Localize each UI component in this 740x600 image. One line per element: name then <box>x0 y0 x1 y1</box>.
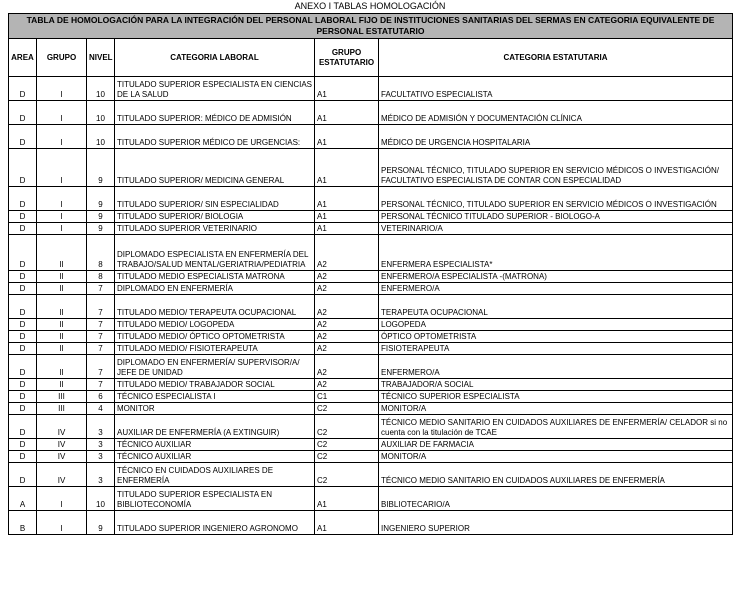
cell-nivel: 7 <box>87 343 115 355</box>
table-row <box>9 101 733 125</box>
cell-estatutaria: TERAPEUTA OCUPACIONAL <box>379 295 733 319</box>
cell-grupo: I <box>37 511 87 535</box>
cell-estatutaria: ÓPTICO OPTOMETRISTA <box>379 331 733 343</box>
table-row <box>9 379 733 391</box>
table-row <box>9 77 733 101</box>
cell-laboral: AUXILIAR DE ENFERMERÍA (A EXTINGUIR) <box>115 415 315 439</box>
cell-area: D <box>9 211 37 223</box>
cell-nivel: 3 <box>87 463 115 487</box>
cell-estatutaria: FACULTATIVO ESPECIALISTA <box>379 77 733 101</box>
column-header: CATEGORIA LABORAL <box>115 39 315 77</box>
cell-nivel: 9 <box>87 211 115 223</box>
cell-nivel: 9 <box>87 511 115 535</box>
cell-nivel: 10 <box>87 125 115 149</box>
cell-nivel: 6 <box>87 391 115 403</box>
cell-estatutaria: LOGOPEDA <box>379 319 733 331</box>
cell-grupo: I <box>37 187 87 211</box>
document-title: ANEXO I TABLAS HOMOLOGACIÓN <box>294 1 446 11</box>
cell-area: D <box>9 379 37 391</box>
cell-area: D <box>9 355 37 379</box>
column-header: AREA <box>9 39 37 77</box>
table-row <box>9 271 733 283</box>
table-row <box>9 343 733 355</box>
cell-grupo: II <box>37 295 87 319</box>
cell-gest: C2 <box>315 463 379 487</box>
cell-grupo: I <box>37 101 87 125</box>
cell-area: D <box>9 451 37 463</box>
cell-grupo: II <box>37 319 87 331</box>
cell-grupo: I <box>37 77 87 101</box>
cell-nivel: 10 <box>87 487 115 511</box>
cell-area: D <box>9 319 37 331</box>
cell-estatutaria: MONITOR/A <box>379 451 733 463</box>
table-row <box>9 149 733 187</box>
cell-estatutaria: MÉDICO DE ADMISIÓN Y DOCUMENTACIÓN CLÍNICA <box>379 101 733 125</box>
cell-area: A <box>9 487 37 511</box>
cell-estatutaria: PERSONAL TÉCNICO, TITULADO SUPERIOR EN SERVICIO MÉDICOS O INVESTIGACIÓN/ FACULTATIVO ESPECIALISTA DE CONTAR CON ESPECIALIDAD <box>379 149 733 187</box>
cell-grupo: II <box>37 343 87 355</box>
cell-gest: A2 <box>315 331 379 343</box>
column-header: CATEGORIA ESTATUTARIA <box>379 39 733 77</box>
cell-nivel: 7 <box>87 379 115 391</box>
cell-laboral: TITULADO MEDIO/ LOGOPEDA <box>115 319 315 331</box>
cell-area: D <box>9 271 37 283</box>
cell-gest: A1 <box>315 77 379 101</box>
cell-nivel: 7 <box>87 319 115 331</box>
cell-laboral: TITULADO SUPERIOR ESPECIALISTA EN BIBLIOTECONOMÍA <box>115 487 315 511</box>
table-row <box>9 487 733 511</box>
cell-gest: A1 <box>315 223 379 235</box>
cell-laboral: TITULADO MEDIO/ FISIOTERAPEUTA <box>115 343 315 355</box>
cell-estatutaria: AUXILIAR DE FARMACIA <box>379 439 733 451</box>
cell-area: D <box>9 283 37 295</box>
cell-estatutaria: TÉCNICO MEDIO SANITARIO EN CUIDADOS AUXILIARES DE ENFERMERÍA/ CELADOR si no cuenta con la titulación de TCAE <box>379 415 733 439</box>
cell-grupo: III <box>37 403 87 415</box>
cell-area: D <box>9 439 37 451</box>
cell-gest: A1 <box>315 511 379 535</box>
cell-area: D <box>9 101 37 125</box>
cell-grupo: II <box>37 283 87 295</box>
cell-area: D <box>9 391 37 403</box>
cell-estatutaria: TÉCNICO MEDIO SANITARIO EN CUIDADOS AUXILIARES DE ENFERMERÍA <box>379 463 733 487</box>
cell-grupo: IV <box>37 463 87 487</box>
cell-area: D <box>9 331 37 343</box>
cell-gest: A2 <box>315 355 379 379</box>
cell-laboral: TITULADO SUPERIOR: MÉDICO DE ADMISIÓN <box>115 101 315 125</box>
cell-laboral: TITULADO SUPERIOR ESPECIALISTA EN CIENCIAS DE LA SALUD <box>115 77 315 101</box>
cell-laboral: DIPLOMADO EN ENFERMERÍA <box>115 283 315 295</box>
table-row <box>9 295 733 319</box>
table-row <box>9 415 733 439</box>
homologation-table <box>8 13 733 535</box>
cell-area: B <box>9 511 37 535</box>
cell-estatutaria: VETERINARIO/A <box>379 223 733 235</box>
cell-gest: A2 <box>315 319 379 331</box>
cell-grupo: I <box>37 211 87 223</box>
cell-estatutaria: ENFERMERO/A <box>379 283 733 295</box>
cell-estatutaria: MÉDICO DE URGENCIA HOSPITALARIA <box>379 125 733 149</box>
cell-grupo: IV <box>37 415 87 439</box>
cell-laboral: DIPLOMADO ESPECIALISTA EN ENFERMERÍA DEL TRABAJO/SALUD MENTAL/GERIATRIA/PEDIATRIA <box>115 235 315 271</box>
cell-nivel: 10 <box>87 101 115 125</box>
column-header: GRUPO <box>37 39 87 77</box>
cell-laboral: TITULADO SUPERIOR/ BIOLOGIA <box>115 211 315 223</box>
table-row <box>9 235 733 271</box>
cell-area: D <box>9 223 37 235</box>
cell-nivel: 7 <box>87 355 115 379</box>
cell-grupo: II <box>37 331 87 343</box>
column-header: GRUPO ESTATUTARIO <box>315 39 379 77</box>
cell-area: D <box>9 295 37 319</box>
cell-estatutaria: PERSONAL TÉCNICO, TITULADO SUPERIOR EN SERVICIO MÉDICOS O INVESTIGACIÓN <box>379 187 733 211</box>
cell-nivel: 8 <box>87 235 115 271</box>
cell-nivel: 8 <box>87 271 115 283</box>
cell-estatutaria: FISIOTERAPEUTA <box>379 343 733 355</box>
table-row <box>9 331 733 343</box>
cell-laboral: TITULADO SUPERIOR MÉDICO DE URGENCIAS: <box>115 125 315 149</box>
cell-nivel: 3 <box>87 439 115 451</box>
cell-nivel: 10 <box>87 77 115 101</box>
cell-gest: A2 <box>315 235 379 271</box>
table-row <box>9 511 733 535</box>
cell-gest: A1 <box>315 487 379 511</box>
cell-grupo: IV <box>37 439 87 451</box>
cell-gest: C1 <box>315 391 379 403</box>
cell-grupo: I <box>37 487 87 511</box>
table-row <box>9 187 733 211</box>
cell-laboral: DIPLOMADO EN ENFERMERÍA/ SUPERVISOR/A/ JEFE DE UNIDAD <box>115 355 315 379</box>
cell-laboral: TITULADO SUPERIOR/ MEDICINA GENERAL <box>115 149 315 187</box>
cell-laboral: TÉCNICO EN CUIDADOS AUXILIARES DE ENFERMERÍA <box>115 463 315 487</box>
table-row <box>9 319 733 331</box>
cell-gest: A2 <box>315 295 379 319</box>
cell-grupo: IV <box>37 451 87 463</box>
table-row <box>9 439 733 451</box>
cell-grupo: II <box>37 271 87 283</box>
column-header: NIVEL <box>87 39 115 77</box>
table-row <box>9 211 733 223</box>
cell-grupo: II <box>37 379 87 391</box>
cell-gest: A2 <box>315 283 379 295</box>
cell-area: D <box>9 235 37 271</box>
cell-laboral: TÉCNICO AUXILIAR <box>115 451 315 463</box>
cell-area: D <box>9 149 37 187</box>
cell-gest: A2 <box>315 379 379 391</box>
cell-area: D <box>9 463 37 487</box>
cell-grupo: I <box>37 125 87 149</box>
cell-area: D <box>9 343 37 355</box>
cell-area: D <box>9 77 37 101</box>
cell-nivel: 7 <box>87 295 115 319</box>
column-header-row <box>9 39 733 77</box>
cell-grupo: II <box>37 355 87 379</box>
cell-laboral: TITULADO MEDIO/ TRABAJADOR SOCIAL <box>115 379 315 391</box>
cell-gest: C2 <box>315 403 379 415</box>
cell-laboral: TITULADO MEDIO/ TERAPEUTA OCUPACIONAL <box>115 295 315 319</box>
cell-estatutaria: ENFERMERO/A <box>379 355 733 379</box>
cell-area: D <box>9 187 37 211</box>
cell-estatutaria: ENFERMERA ESPECIALISTA* <box>379 235 733 271</box>
cell-nivel: 9 <box>87 223 115 235</box>
cell-laboral: TITULADO SUPERIOR VETERINARIO <box>115 223 315 235</box>
cell-estatutaria: PERSONAL TÉCNICO TITULADO SUPERIOR - BIOLOGO-A <box>379 211 733 223</box>
cell-grupo: II <box>37 235 87 271</box>
table-body <box>9 77 733 535</box>
cell-gest: A1 <box>315 149 379 187</box>
table-row <box>9 403 733 415</box>
cell-laboral: MONITOR <box>115 403 315 415</box>
cell-estatutaria: TÉCNICO SUPERIOR ESPECIALISTA <box>379 391 733 403</box>
cell-nivel: 9 <box>87 149 115 187</box>
cell-gest: C2 <box>315 415 379 439</box>
table-row <box>9 451 733 463</box>
cell-grupo: III <box>37 391 87 403</box>
cell-estatutaria: INGENIERO SUPERIOR <box>379 511 733 535</box>
cell-laboral: TITULADO MEDIO/ ÓPTICO OPTOMETRISTA <box>115 331 315 343</box>
cell-laboral: TITULADO SUPERIOR INGENIERO AGRONOMO <box>115 511 315 535</box>
table-row <box>9 463 733 487</box>
cell-grupo: I <box>37 149 87 187</box>
cell-gest: A2 <box>315 343 379 355</box>
cell-nivel: 3 <box>87 451 115 463</box>
table-row <box>9 125 733 149</box>
cell-area: D <box>9 415 37 439</box>
table-row <box>9 355 733 379</box>
cell-gest: A1 <box>315 125 379 149</box>
table-row <box>9 283 733 295</box>
cell-gest: C2 <box>315 439 379 451</box>
table-row <box>9 223 733 235</box>
cell-nivel: 7 <box>87 283 115 295</box>
cell-laboral: TITULADO MEDIO ESPECIALISTA MATRONA <box>115 271 315 283</box>
cell-estatutaria: TRABAJADOR/A SOCIAL <box>379 379 733 391</box>
cell-estatutaria: ENFERMERO/A ESPECIALISTA -(MATRONA) <box>379 271 733 283</box>
cell-gest: A2 <box>315 271 379 283</box>
cell-gest: C2 <box>315 451 379 463</box>
cell-gest: A1 <box>315 211 379 223</box>
cell-laboral: TITULADO SUPERIOR/ SIN ESPECIALIDAD <box>115 187 315 211</box>
cell-grupo: I <box>37 223 87 235</box>
cell-area: D <box>9 403 37 415</box>
table-title: TABLA DE HOMOLOGACIÓN PARA LA INTEGRACIÓN DEL PERSONAL LABORAL FIJO DE INSTITUCIONES SANITARIAS DEL SERMAS EN CATEGORIA EQUIVALENTE DE PERSONAL ESTATUTARIO <box>9 14 733 39</box>
cell-nivel: 9 <box>87 187 115 211</box>
cell-gest: A1 <box>315 101 379 125</box>
cell-laboral: TÉCNICO ESPECIALISTA I <box>115 391 315 403</box>
cell-nivel: 3 <box>87 415 115 439</box>
cell-nivel: 7 <box>87 331 115 343</box>
cell-nivel: 4 <box>87 403 115 415</box>
table-title-row <box>9 14 733 39</box>
cell-gest: A1 <box>315 187 379 211</box>
cell-laboral: TÉCNICO AUXILIAR <box>115 439 315 451</box>
table-row <box>9 391 733 403</box>
cell-area: D <box>9 125 37 149</box>
cell-estatutaria: BIBLIOTECARIO/A <box>379 487 733 511</box>
cell-estatutaria: MONITOR/A <box>379 403 733 415</box>
